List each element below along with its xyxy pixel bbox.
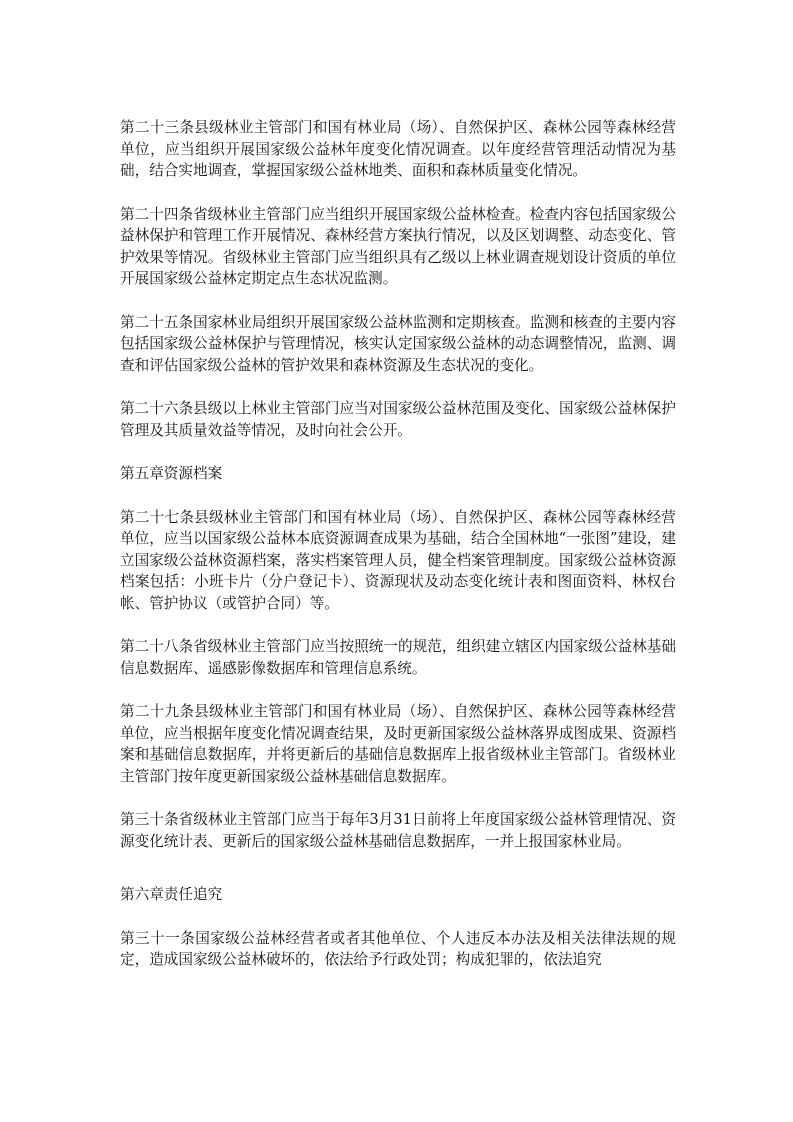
chapter-6-heading: 第六章责任追究	[120, 886, 223, 903]
article-28: 第二十八条省级林业主管部门应当按照统一的规范，组织建立辖区内国家级公益林基础信息数据库、遥感影像数据库和管理信息系统。	[120, 638, 676, 677]
article-24: 第二十四条省级林业主管部门应当组织开展国家级公益林检查。检查内容包括国家级公益林保护和管理工作开展情况、森林经营方案执行情况，以及区划调整、动态变化、管护效果等情况。省级林业主管部门应当组织具有乙级以上林业调查规划设计资质的单位开展国家级公益林定期定点生态状况监测。	[120, 205, 676, 287]
article-25: 第二十五条国家林业局组织开展国家级公益林监测和定期核查。监测和核查的主要内容包括国家级公益林保护与管理情况，核实认定国家级公益林的动态调整情况，监测、调查和评估国家级公益林的管护效果和森林资源及生态状况的变化。	[120, 313, 676, 374]
article-30: 第三十条省级林业主管部门应当于每年3月31日前将上年度国家级公益林管理情况、资源变化统计表、更新后的国家级公益林基础信息数据库，一并上报国家林业局。	[120, 811, 676, 850]
article-27: 第二十七条县级林业主管部门和国有林业局（场）、自然保护区、森林公园等森林经营单位，应当以国家级公益林本底资源调查成果为基础，结合全国林地“一张图”建设，建立国家级公益林资源档案，落实档案管理人员，健全档案管理制度。国家级公益林资源档案包括：小班卡片（分户登记卡）、资源现状及动态变化统计表和图面资料、林权台帐、管护协议（或管护合同）等。	[120, 508, 676, 612]
chapter-5-heading: 第五章资源档案	[120, 465, 223, 482]
article-29: 第二十九条县级林业主管部门和国有林业局（场）、自然保护区、森林公园等森林经营单位，应当根据年度变化情况调查结果，及时更新国家级公益林落界成图成果、资源档案和基础信息数据库，并将更新后的基础信息数据库上报省级林业主管部门。省级林业主管部门按年度更新国家级公益林基础信息数据库。	[120, 703, 676, 785]
article-26: 第二十六条县级以上林业主管部门应当对国家级公益林范围及变化、国家级公益林保护管理及其质量效益等情况，及时向社会公开。	[120, 400, 676, 439]
article-31: 第三十一条国家级公益林经营者或者其他单位、个人违反本办法及相关法律法规的规定，造成国家级公益林破坏的，依法给予行政处罚；构成犯罪的，依法追究	[120, 929, 676, 968]
article-23: 第二十三条县级林业主管部门和国有林业局（场）、自然保护区、森林公园等森林经营单位，应当组织开展国家级公益林年度变化情况调查。以年度经营管理活动情况为基础，结合实地调查，掌握国家级公益林地类、面积和森林质量变化情况。	[120, 119, 676, 179]
document-body	[120, 117, 676, 993]
